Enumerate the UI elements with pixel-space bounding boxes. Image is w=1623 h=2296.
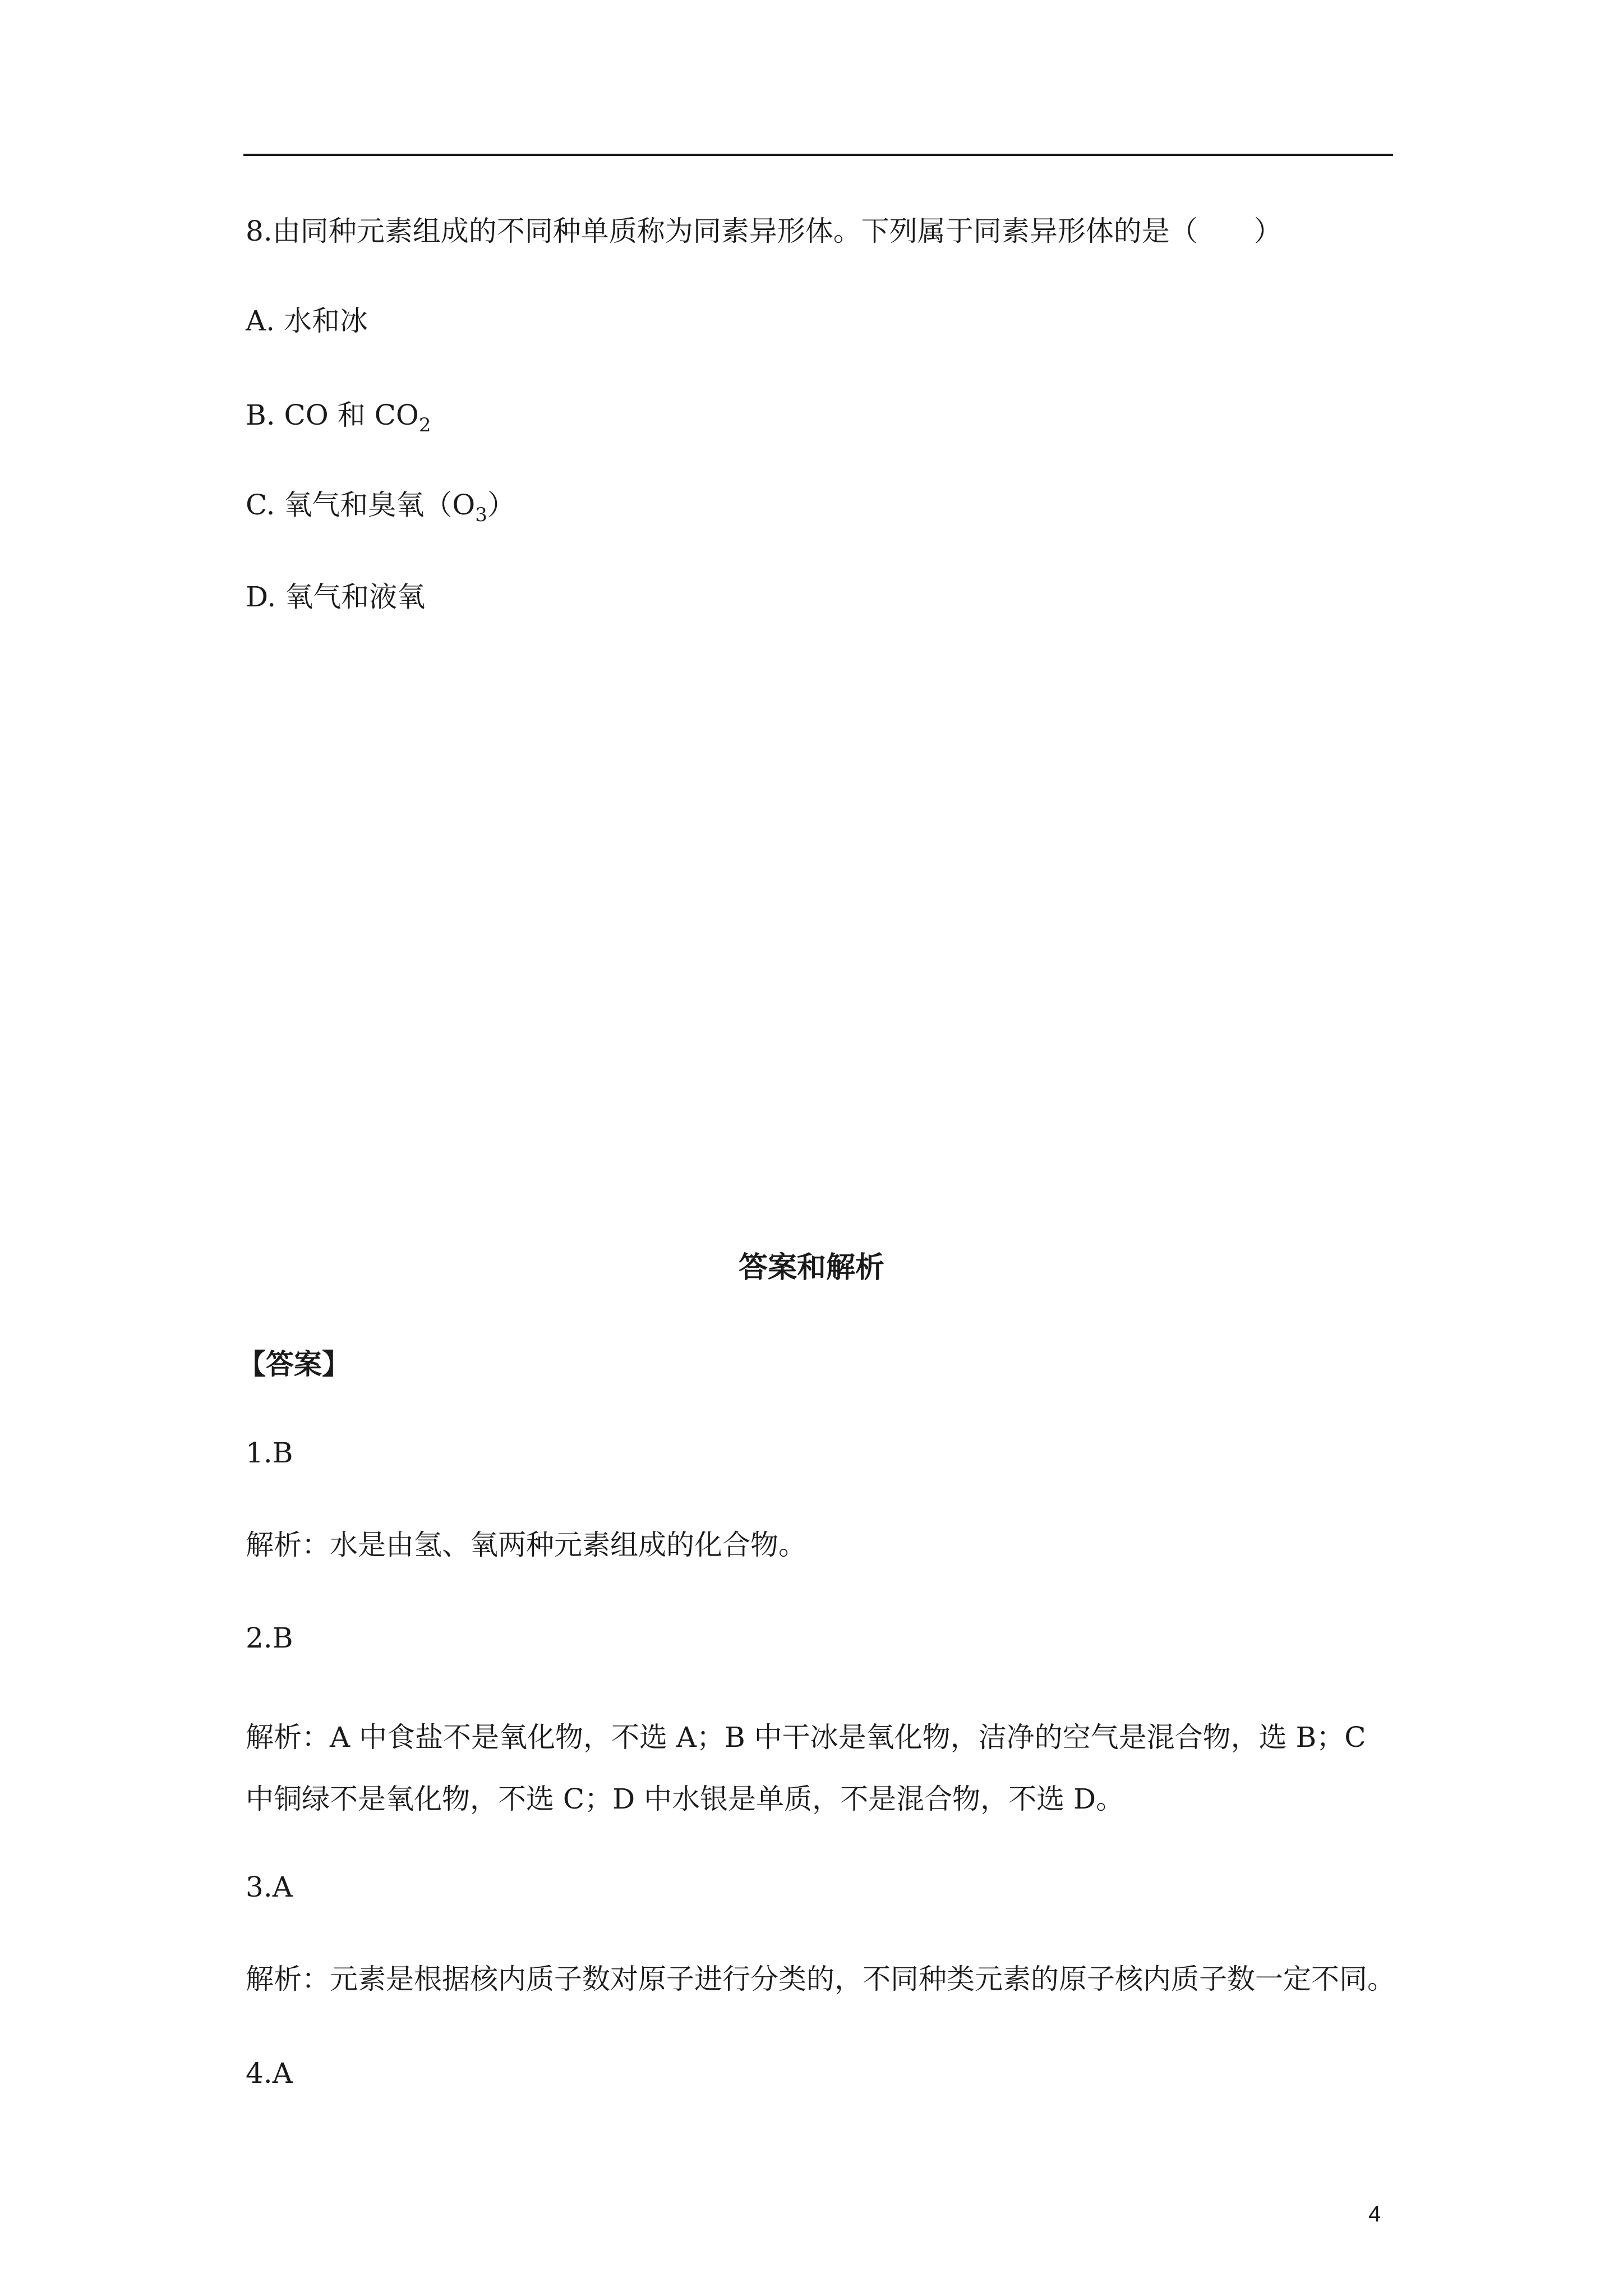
option-b: [246, 398, 431, 442]
option-a: A. 水和冰: [246, 305, 368, 337]
header-rule: [243, 154, 1393, 156]
option-c-suffix: ）: [487, 489, 515, 521]
answer-4-number: 4.A: [246, 2057, 293, 2090]
page-number: 4: [1368, 2202, 1381, 2226]
question-stem: 8.由同种元素组成的不同种单质称为同素异形体。下列属于同素异形体的是（ ）: [246, 215, 1282, 247]
answer-1-analysis: 解析：水是由氢、氧两种元素组成的化合物。: [246, 1529, 806, 1561]
answer-1-number: 1.B: [246, 1437, 293, 1469]
answers-label: 【答案】: [238, 1347, 350, 1381]
option-c-text: C. 氧气和臭氧（O: [246, 489, 476, 521]
answer-2-number: 2.B: [246, 1622, 293, 1654]
option-b-text: B. CO 和 CO: [246, 399, 419, 431]
answers-heading: 答案和解析: [738, 1250, 884, 1285]
answer-3-analysis: 解析：元素是根据核内质子数对原子进行分类的，不同种类元素的原子核内质子数一定不同。: [246, 1963, 1395, 1995]
answer-2-analysis: 解析：A 中食盐不是氧化物，不选 A；B 中干冰是氧化物，洁净的空气是混合物，选 B；C 中铜绿不是氧化物，不选 C；D 中水银是单质，不是混合物，不选 D。: [246, 1721, 1366, 1815]
option-b-subscript: 2: [418, 414, 431, 436]
option-d: D. 氧气和液氧: [246, 581, 426, 613]
answer-3-number: 3.A: [246, 1871, 293, 1903]
option-c: [246, 488, 515, 532]
option-c-subscript: 3: [475, 504, 487, 526]
